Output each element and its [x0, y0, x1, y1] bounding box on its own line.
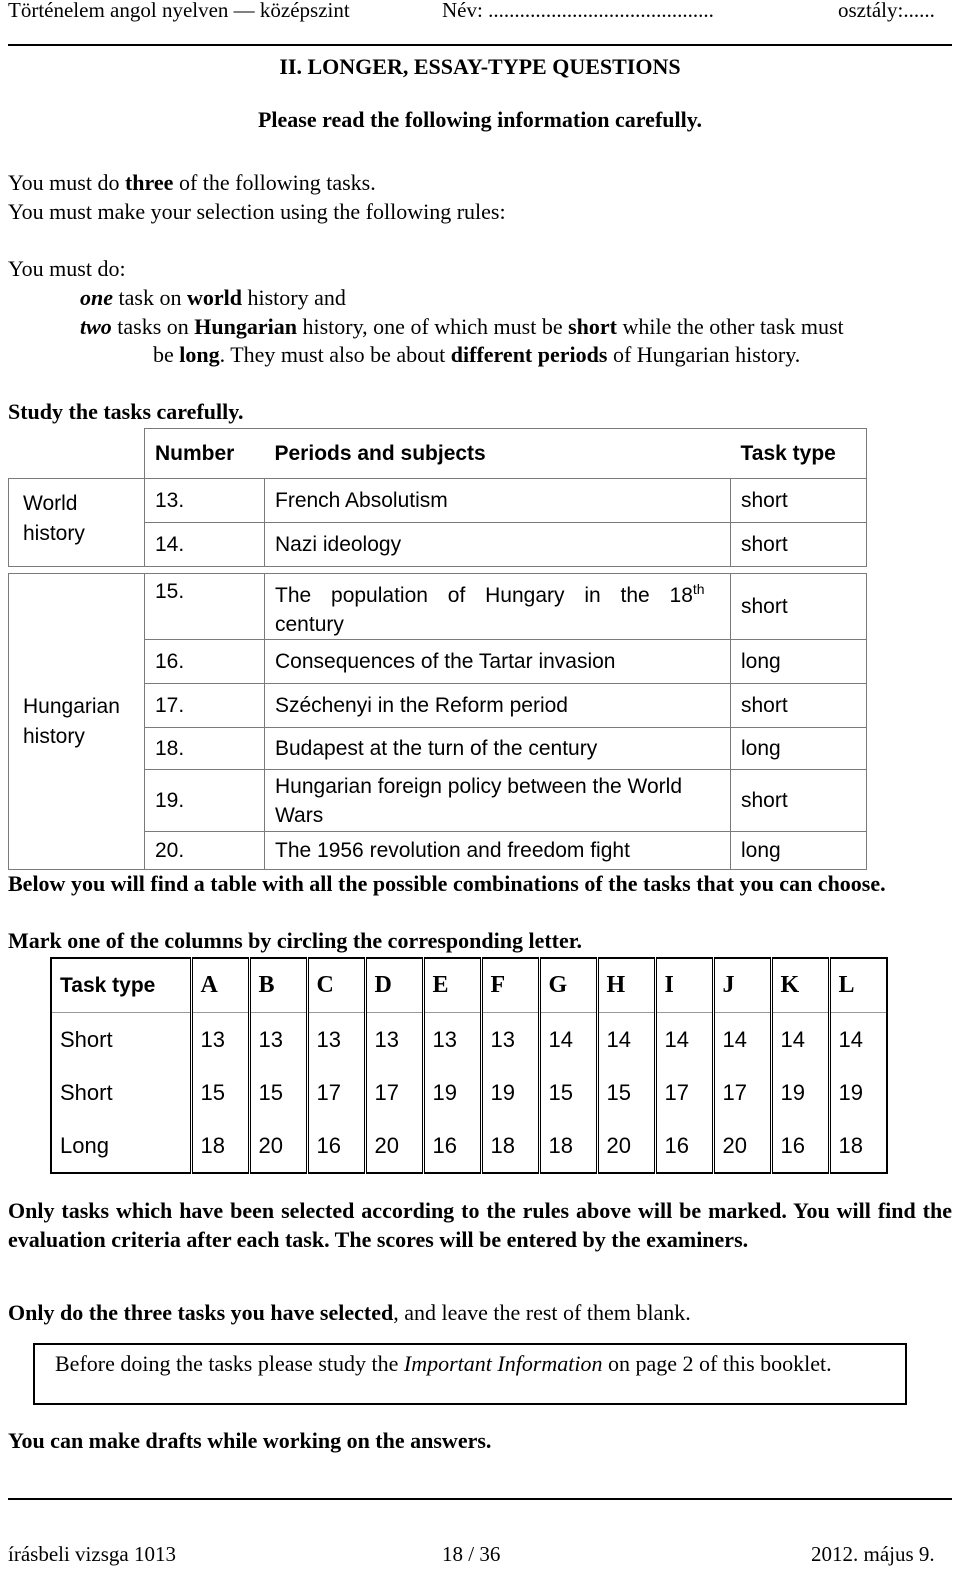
group-hungarian: Hungarian history [9, 574, 145, 870]
combo-cell: 16 [423, 1119, 481, 1173]
combo-cell: 16 [655, 1119, 713, 1173]
task-subject: Hungarian foreign policy between the World Wars [265, 770, 731, 832]
task-type: short [731, 479, 867, 523]
task-number: 15. [145, 574, 265, 640]
combo-row-label: Long [51, 1119, 191, 1173]
task-subject: Széchenyi in the Reform period [265, 684, 731, 728]
table-row [9, 479, 867, 523]
rule-world: one task on world history and [80, 285, 346, 310]
combo-cell: 14 [713, 1013, 771, 1067]
footer-rule [8, 1498, 952, 1500]
combo-cell: 17 [713, 1066, 771, 1119]
combo-cell: 16 [307, 1119, 365, 1173]
combo-cell: 20 [597, 1119, 655, 1173]
task-number: 19. [145, 770, 265, 832]
task-type: long [731, 728, 867, 770]
rule-line-2: You must make your selection using the following rules: [8, 199, 506, 224]
task-subject: French Absolutism [265, 479, 731, 523]
combo-cell: 14 [539, 1013, 597, 1067]
header-class-field: osztály:...... [838, 0, 935, 22]
combo-letter-i[interactable]: I [655, 958, 713, 1013]
table-row [9, 574, 867, 640]
combo-mark-instruction: Mark one of the columns by circling the corresponding letter. [8, 928, 582, 953]
combo-cell: 19 [771, 1066, 829, 1119]
combo-letter-h[interactable]: H [597, 958, 655, 1013]
only-do-note: Only do the three tasks you have selected, and leave the rest of them blank. [8, 1300, 691, 1325]
header-rule [8, 44, 952, 46]
combo-letter-l[interactable]: L [829, 958, 887, 1013]
important-info-box: Before doing the tasks please study the Important Information on page 2 of this booklet. [33, 1343, 907, 1405]
task-number: 13. [145, 479, 265, 523]
combo-cell: 13 [365, 1013, 423, 1067]
combo-cell: 16 [771, 1119, 829, 1173]
combo-header-label: Task type [51, 958, 191, 1013]
combo-cell: 19 [838, 1079, 863, 1105]
task-type: short [731, 684, 867, 728]
rule-periods: be long. They must also be about different periods of Hungarian history. [153, 342, 801, 367]
footer-code: írásbeli vizsga 1013 [8, 1542, 176, 1566]
combo-cell: 13 [423, 1013, 481, 1067]
task-number: 20. [145, 832, 265, 870]
study-label: Study the tasks carefully. [8, 399, 244, 424]
header-name-field: Név: ........................................... [442, 0, 714, 22]
combo-cell: 18 [481, 1119, 539, 1173]
combo-cell: 18 [539, 1119, 597, 1173]
combo-row-long [51, 1119, 887, 1173]
combo-cell: 18 [838, 1132, 863, 1158]
task-type: long [731, 832, 867, 870]
header-subject: Történelem angol nyelven — középszint [8, 0, 350, 22]
task-number: 14. [145, 523, 265, 567]
combo-cell: 19 [481, 1066, 539, 1119]
combo-letter-f[interactable]: F [481, 958, 539, 1013]
combo-cell: 13 [249, 1013, 307, 1067]
rule-line-3: You must do: [8, 256, 126, 281]
drafts-note: You can make drafts while working on the answers. [8, 1428, 492, 1453]
combo-cell: 15 [191, 1066, 249, 1119]
combo-cell: 17 [307, 1066, 365, 1119]
combo-cell: 14 [655, 1013, 713, 1067]
combo-letter-a[interactable]: A [191, 958, 249, 1013]
combo-cell: 15 [597, 1066, 655, 1119]
marking-note: Only tasks which have been selected according to the rules above will be marked. You will find the evaluation criteria after each task. The scores will be entered by the examiners. [8, 1198, 952, 1252]
group-world: World history [9, 479, 145, 567]
header-number: Number [145, 429, 265, 479]
combo-letter-g[interactable]: G [539, 958, 597, 1013]
subjects-table [8, 428, 867, 870]
rule-hungarian: two tasks on Hungarian history, one of which must be short while the other task must [80, 314, 844, 339]
header-spacer [9, 429, 145, 479]
combo-letter-b[interactable]: B [249, 958, 307, 1013]
combo-cell: 13 [191, 1013, 249, 1067]
combo-cell: 20 [249, 1119, 307, 1173]
combo-cell: 20 [713, 1119, 771, 1173]
combo-row-label: Short [51, 1013, 191, 1067]
info-heading: Please read the following information carefully. [257, 107, 703, 132]
combo-cell: 20 [365, 1119, 423, 1173]
task-subject: Consequences of the Tartar invasion [265, 640, 731, 684]
combo-letter-e[interactable]: E [423, 958, 481, 1013]
combo-cell: 14 [597, 1013, 655, 1067]
combo-intro: Below you will find a table with all the possible combinations of the tasks that you can choose. [8, 871, 886, 896]
combo-cell: 13 [481, 1013, 539, 1067]
rule-line-1: You must do three of the following tasks. [8, 170, 376, 195]
combo-header-row [51, 958, 887, 1013]
task-subject: Nazi ideology [265, 523, 731, 567]
combo-letter-j[interactable]: J [713, 958, 771, 1013]
page-header [0, 0, 960, 46]
footer-date: 2012. május 9. [811, 1542, 935, 1566]
combo-letter-k[interactable]: K [771, 958, 829, 1013]
combo-cell: 17 [655, 1066, 713, 1119]
combo-cell: 15 [539, 1066, 597, 1119]
combo-cell: 18 [191, 1119, 249, 1173]
header-periods: Periods and subjects [265, 429, 731, 479]
task-subject: Budapest at the turn of the century [265, 728, 731, 770]
combo-cell: 13 [307, 1013, 365, 1067]
combo-letter-d[interactable]: D [365, 958, 423, 1013]
task-number: 16. [145, 640, 265, 684]
combo-row-short-2 [51, 1066, 887, 1119]
footer-page: 18 / 36 [442, 1542, 501, 1566]
combo-cell: 14 [838, 1026, 863, 1052]
task-subject: The 1956 revolution and freedom fight [265, 832, 731, 870]
task-type: short [731, 574, 867, 640]
task-type: short [731, 523, 867, 567]
combo-cell: 14 [771, 1013, 829, 1067]
task-type: long [731, 640, 867, 684]
header-task-type: Task type [731, 429, 867, 479]
combo-letter-c[interactable]: C [307, 958, 365, 1013]
combo-cell: 15 [249, 1066, 307, 1119]
combo-cell: 19 [423, 1066, 481, 1119]
combinations-table [50, 957, 888, 1174]
section-title: II. LONGER, ESSAY-TYPE QUESTIONS [279, 54, 681, 79]
combo-row-short-1 [51, 1013, 887, 1067]
task-subject: The population of Hungary in the 18th century [265, 574, 731, 640]
task-number: 17. [145, 684, 265, 728]
combo-row-label: Short [51, 1066, 191, 1119]
task-type: short [731, 770, 867, 832]
task-number: 18. [145, 728, 265, 770]
group-separator [9, 567, 867, 574]
combo-cell: 17 [365, 1066, 423, 1119]
